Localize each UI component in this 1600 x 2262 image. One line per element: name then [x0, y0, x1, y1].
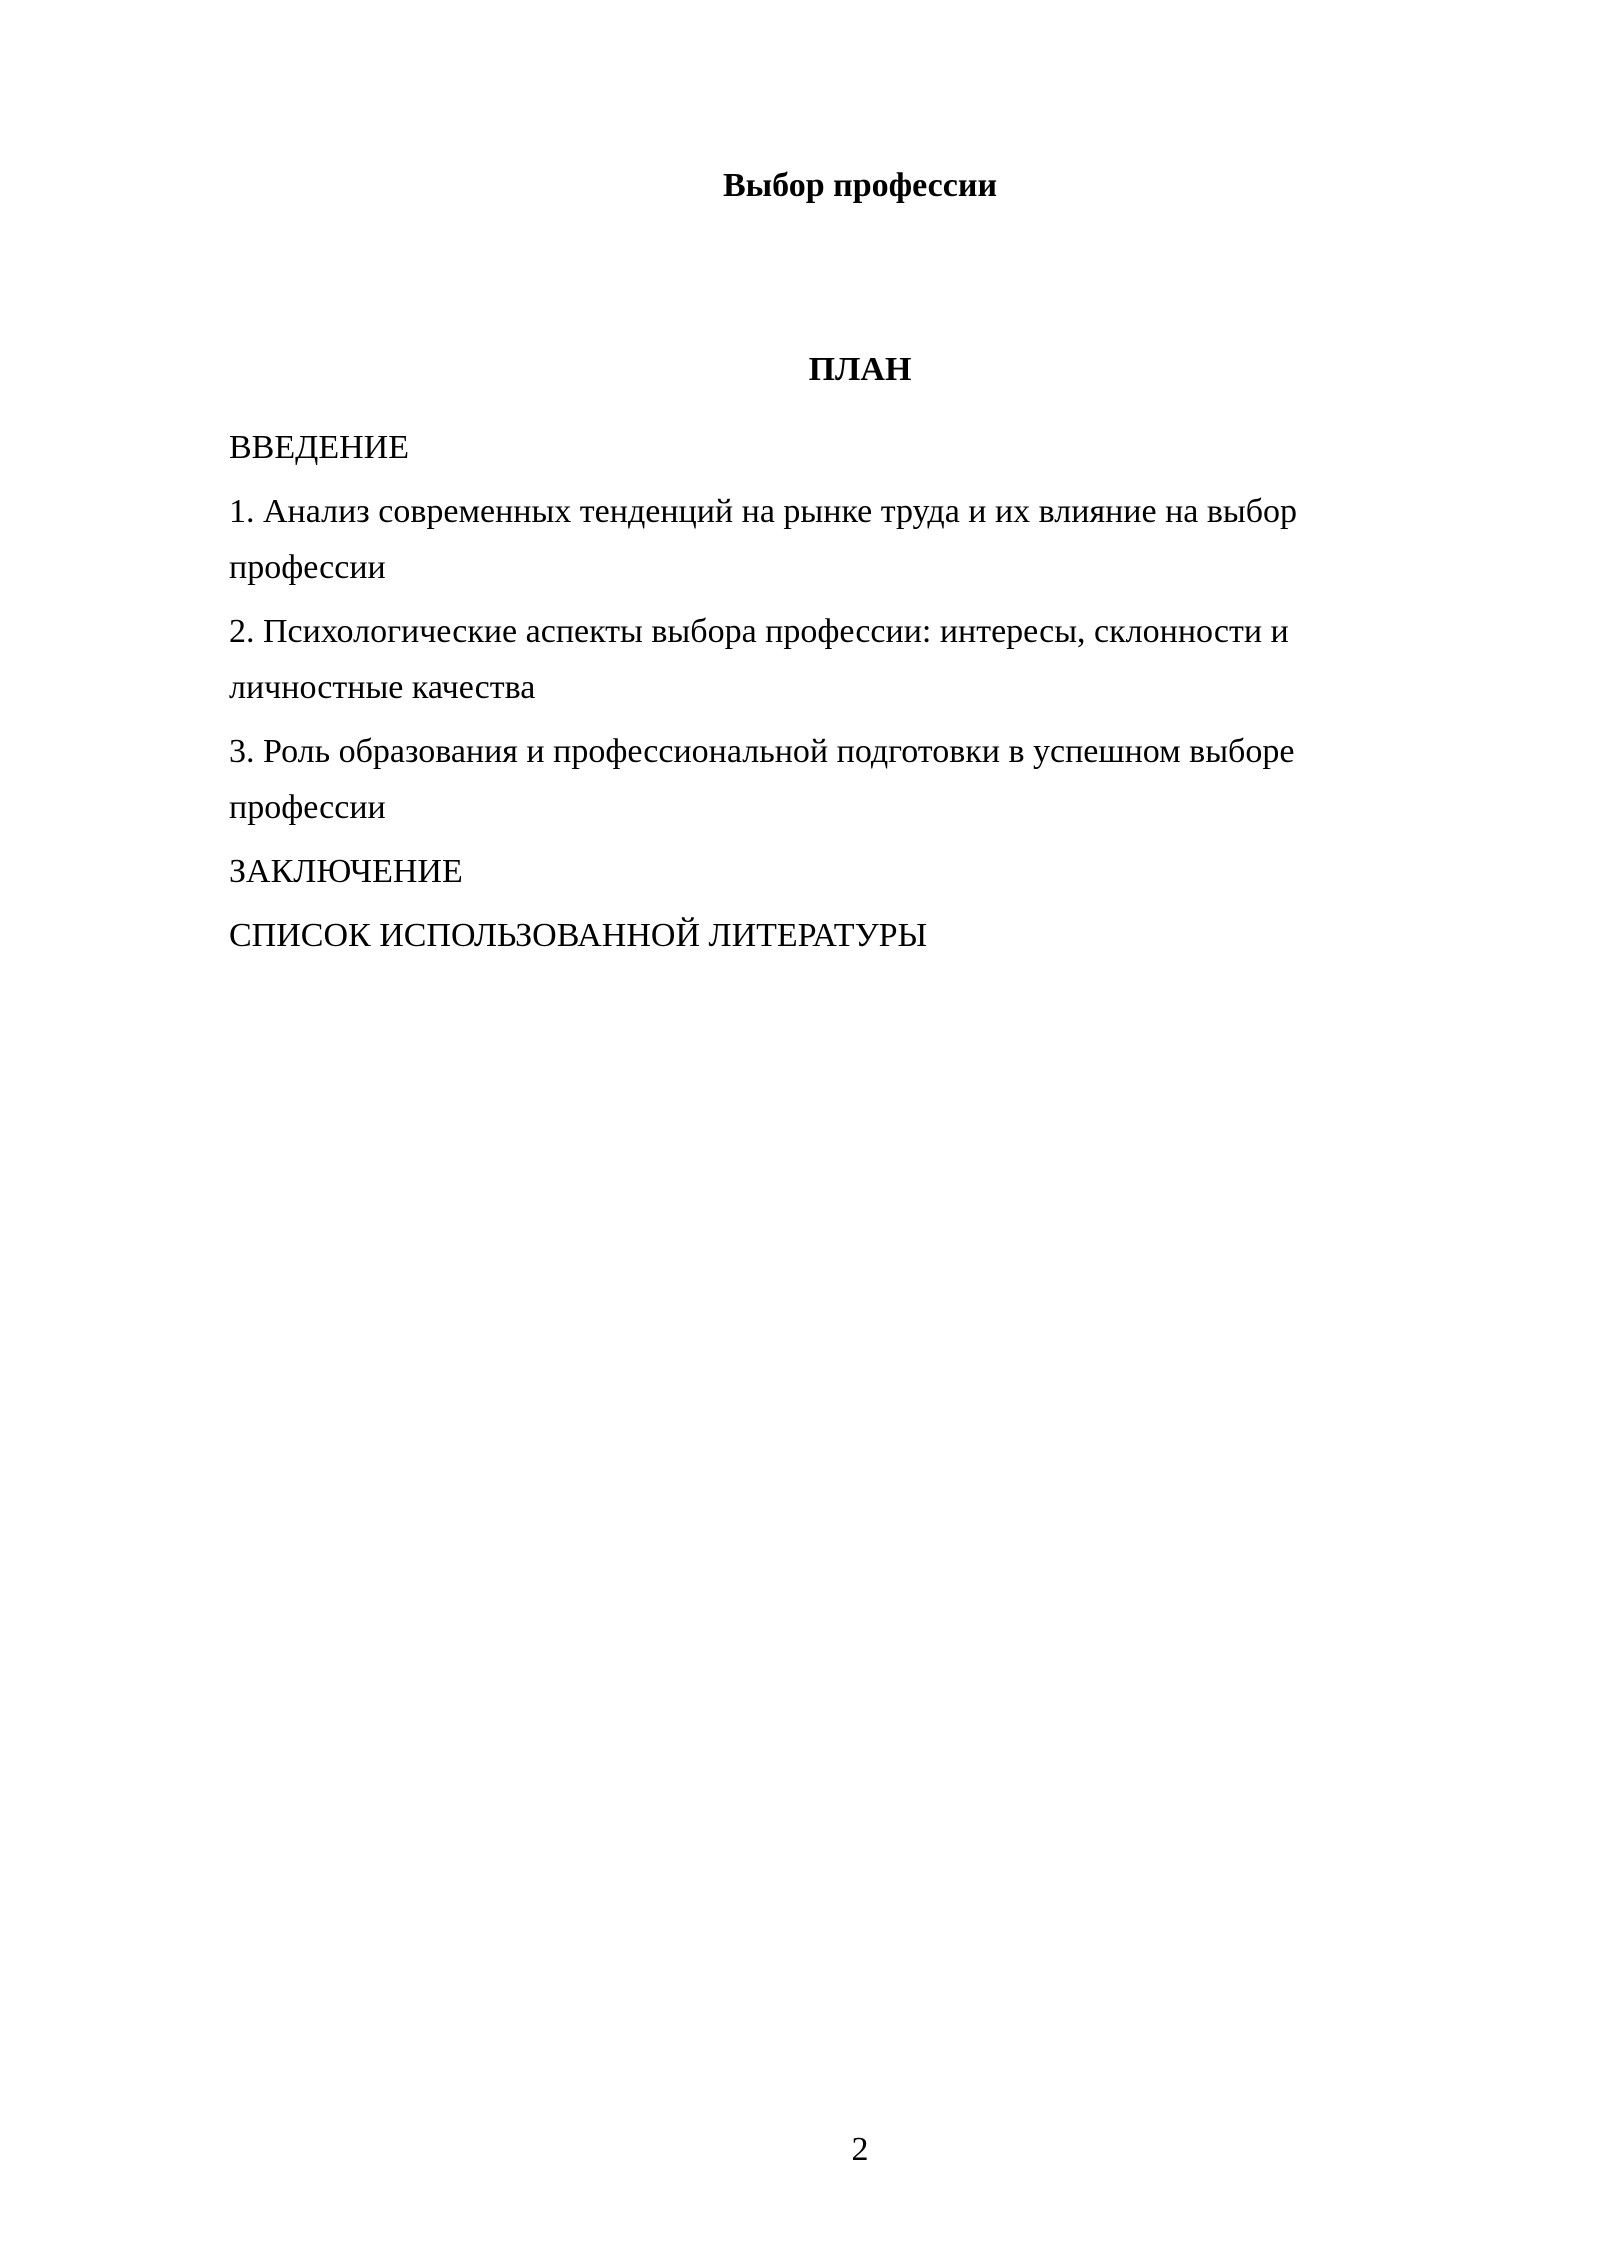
- plan-item-conclusion: ЗАКЛЮЧЕНИЕ: [229, 853, 463, 890]
- plan-item-references: СПИСОК ИСПОЛЬЗОВАННОЙ ЛИТЕРАТУРЫ: [229, 917, 928, 954]
- plan-heading: ПЛАН: [808, 351, 912, 388]
- plan-item-introduction: ВВЕДЕНИЕ: [229, 429, 409, 466]
- plan-list: [229, 420, 1429, 972]
- plan-item-chapter-1: 1. Анализ современных тенденций на рынке труда и их влияние на выбор профессии: [229, 493, 1298, 586]
- plan-item-chapter-3: 3. Роль образования и профессиональной подготовки в успешном выборе профессии: [229, 733, 1295, 826]
- page-number: 2: [851, 2131, 869, 2168]
- document-title: Выбор профессии: [722, 167, 998, 204]
- plan-item-chapter-2: 2. Психологические аспекты выбора профессии: интересы, склонности и личностные качества: [229, 613, 1289, 706]
